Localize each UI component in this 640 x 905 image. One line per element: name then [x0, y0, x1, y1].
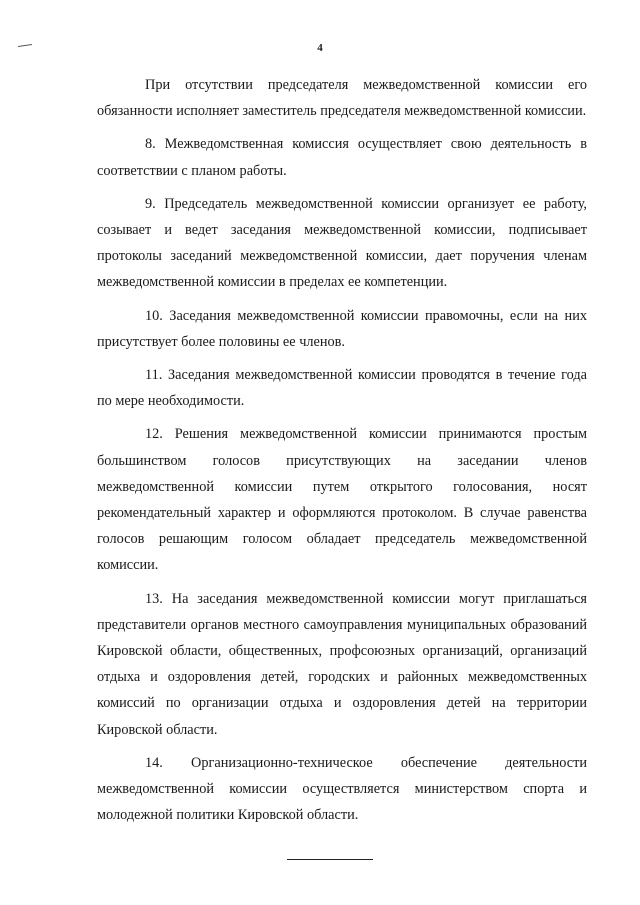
page-number: 4 [317, 42, 323, 54]
document-body [97, 72, 587, 835]
paragraph-12: 12. Решения межведомственной комиссии принимаются простым большинством голосов присутствующих на заседании членов межведомственной комиссии путем открытого голосования, носят рекомендательный характер и оформляются протоколом. В случае равенства голосов решающим голосом обладает председатель межведомственной комиссии. [97, 426, 587, 574]
paragraph-10: 10. Заседания межведомственной комиссии правомочны, если на них присутствует более половины ее членов. [97, 307, 587, 350]
paragraph-13: 13. На заседания межведомственной комиссии могут приглашаться представители органов местного самоуправления муниципальных образований Кировской области, общественных, профсоюзных организаций, организаций отдыха и оздоровления детей, городских и районных межведомственных комиссий по организации отдыха и оздоровления детей на территории Кировской области. [97, 590, 587, 738]
paragraph-11: 11. Заседания межведомственной комиссии проводятся в течение года по мере необходимости. [97, 367, 587, 410]
paragraph-8: 8. Межведомственная комиссия осуществляет свою деятельность в соответствии с планом работы. [97, 136, 587, 179]
paragraph-chair-absence: При отсутствии председателя межведомственной комиссии его обязанности исполняет заместитель председателя межведомственной комиссии. [97, 77, 587, 120]
end-divider-line [287, 859, 373, 860]
paragraph-14: 14. Организационно-техническое обеспечение деятельности межведомственной комиссии осуществляется министерством спорта и молодежной политики Кировской области. [97, 754, 587, 824]
paragraph-9: 9. Председатель межведомственной комиссии организует ее работу, созывает и ведет заседания межведомственной комиссии, подписывает протоколы заседаний межведомственной комиссии, дает поручения членам межведомственной комиссии в пределах ее компетенции. [97, 195, 587, 291]
